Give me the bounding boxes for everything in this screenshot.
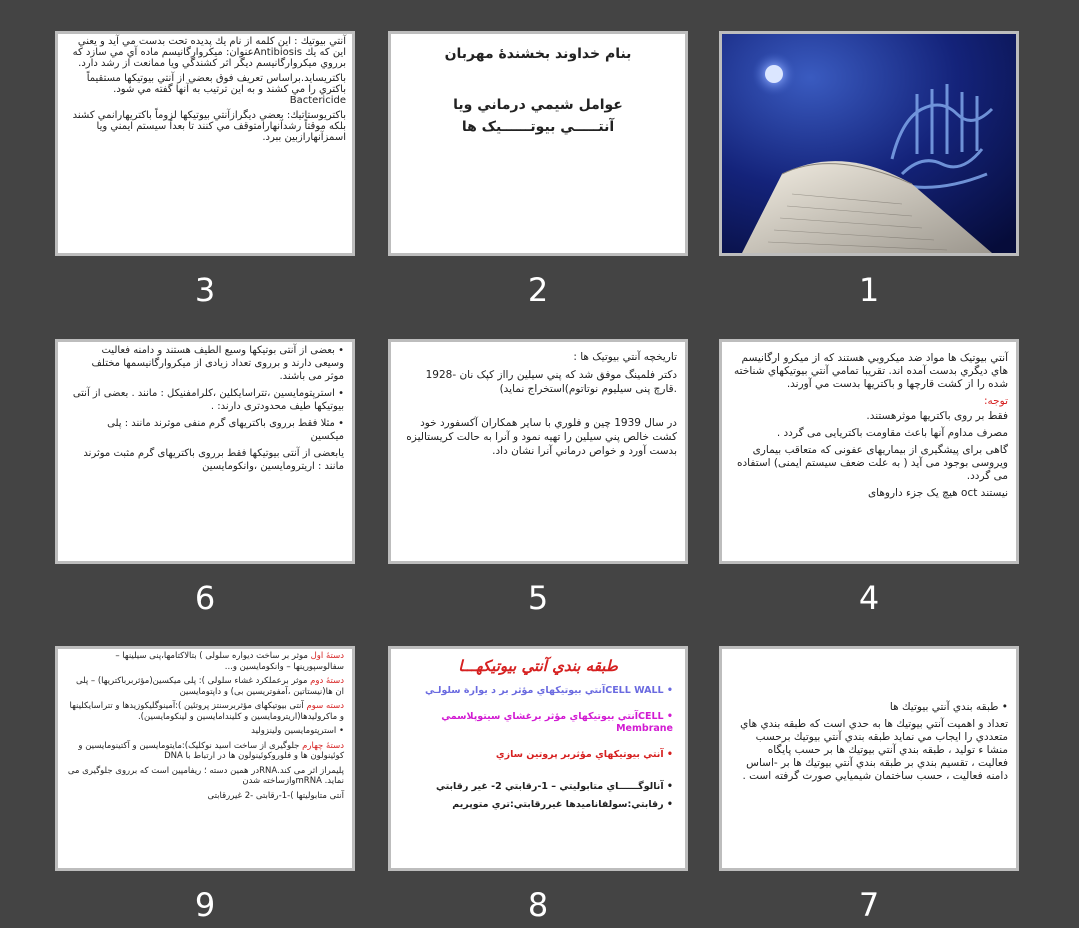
slide-6-bullet: • استرپتومايسين ،تتراسايکلين ،کلرامفنيکل : مانند . بعضی از آنتی بيوتيکها طيف محدودتری دارند: . (72, 387, 344, 413)
slide-9-item-tag: دسته سوم (306, 701, 344, 711)
slide-9-item-text: موثر بر ساخت ديواره سلولی ) بتالاکتامها،پنی سيلينها – سفالوسپورينها – وانکومايسين و... (115, 651, 344, 672)
slide-9-item-text: استرپتومايسين ولينزوليد (251, 726, 337, 736)
slide-thumbnail-9[interactable] (55, 646, 355, 871)
slide-number: 2 (527, 271, 549, 309)
slide-4-content (722, 342, 1016, 500)
slide-9-item-text: پليمراز اثر می کند.RNAدر همين دسته ؛ ريفامپين است که برروی جلوگيری می نمايد. mRNAوازساخته شدن (67, 765, 344, 786)
slide-7-content (722, 649, 1016, 783)
slide-thumbnail-3[interactable] (55, 31, 355, 256)
slide-9-item-text: آنتی بيوتيکهای مؤثربرسنتز پروتئين ):آمينوگليکوزيدها و تتراسايکلينها و ماکروليدها(اريترومايسين و کليندامايسين و لينکومايسين). (69, 701, 344, 722)
slide-6-bullet: • بعضی از آنتی بوتيکها وسيع الطيف هستند و دامنه فعاليت وسيعی دارند و برروی تعداد زيادی از ميکروارگانيسمها مختلف موثر می باشند. (72, 344, 344, 383)
slide-thumbnail-7[interactable] (719, 646, 1019, 871)
slide-5-paragraph: دکتر فلمينگ موفق شد که پني سيلين رااز کپک نان -1928 .قارچ پنی سيليوم نوتاتوم)استخراج نمايد) (425, 369, 677, 395)
slide-8-item: • CELL WALLآنتي بيوتيكهاي مؤثر بر د يوارة سلولـي (403, 685, 673, 697)
slide-2-subtitle (391, 94, 685, 138)
slide-number: 8 (527, 886, 549, 924)
slide-number: 9 (194, 886, 216, 924)
slide-thumbnail-5[interactable] (388, 339, 688, 564)
slide-1-image (722, 34, 1016, 253)
moon-icon (752, 52, 796, 96)
slide-9-item-text: موثر برعملکرد غشاء سلولی ): پلی ميکسين(مؤثربرباکتريها) – پلی ان ها(نيستاتين ،آمفوتريسين بی) و داپتومايسين (75, 676, 344, 697)
slide-2-title: بنام خداوند بخشندهٔ مهربان (444, 46, 632, 62)
slide-9-item (66, 791, 344, 802)
slide-9-item-tag: دستهٔ دوم (310, 676, 344, 686)
slide-number: 7 (858, 886, 880, 924)
slide-thumbnail-2[interactable] (388, 31, 688, 256)
slide-9-item (66, 676, 344, 697)
slide-9-item-tag: دستهٔ اول (310, 651, 344, 661)
slide-number: 1 (858, 271, 880, 309)
slide-9-item (66, 701, 344, 722)
slide-4-paragraph: آنتي بيوتيک ها مواد ضد ميکروبي هستند که از ميکرو ارگانيسم هاي ديگري بدست آمده اند. تقريبا تمامي آنتي بيوتيکهاي شناخته شده را از کشت قارچها و باکتريها بدست مي آورند. (734, 352, 1008, 390)
slide-9-item-text: آنتی متابوليتها )-1-رقابتی -2 غيررقابتی (207, 790, 344, 801)
slide-6-content (58, 342, 352, 473)
slide-3-paragraph: باكتريسايد.براساس تعريف فوق بعضي از آنتي بيوتيكها مستقيماً باكتري را مي كشند و به اين ترتيب به آنها گفته مي شود. Bactericide (86, 73, 346, 106)
slide-7-item: تعداد و اهميت آنتي بيوتيك ها به حدي است كه طبقه بندي هاي متعددي را ايجاب مي نمايد طبقه بندي آنتي بيوتيك برحسب منشا ء توليد ، طبقه بندي آنتي بيوتيك ها بر حسب پايگاه فعاليت ، تقسيم بندي بر طبقه بندي آنتي بيوتيك ها بر -اساس دامنه فعاليت ، حسب ساختمان شيميايي صورت گرفته است . (740, 718, 1008, 782)
slide-8-item: • CELLآنتي بيوتيكهاي مؤثر برغشاي سيتوپلاسمي Membrane (403, 711, 673, 735)
slide-9-item-tag: دستهٔ چهارم (302, 740, 344, 751)
slide-5-content (391, 342, 685, 458)
slide-9-item (66, 651, 344, 672)
slide-8-content (391, 675, 685, 811)
slide-9-item-text: جلوگيری از ساخت اسيد نوکليک):مايتومايسين و آکتينومايسين و کوئينولون ها و فلوروکوئينولون ها در ارتباط با DNA (78, 740, 344, 761)
slide-7-item: • طبقه بندي آنتي بيوتيك ها (736, 701, 1008, 714)
slide-8-item: • رقابتي:سولفاناميدها غيررقابتي:تري متوپريم (403, 799, 673, 811)
slide-thumbnail-4[interactable] (719, 339, 1019, 564)
slide-4-note-label: توجه: (983, 395, 1008, 407)
slide-4-line: مصرف مداوم آنها باعث مقاومت باکتريايی می گردد . (776, 427, 1008, 439)
slide-thumbnail-1[interactable] (719, 31, 1019, 256)
slide-3-content (58, 34, 352, 143)
slide-number: 4 (858, 579, 880, 617)
slide-5-title: تاريخچه آنتي بيوتيک ها : (573, 351, 677, 363)
slide-8-title: طبقه بندي آنتي بيوتيكهـــا (458, 657, 618, 675)
slide-8-item: • آنالوگــــــاي متابوليتي – 1-رقابتي 2- غير رقابتي (403, 781, 673, 793)
slide-3-paragraph: باكتريوستاتيك: بعضي ديگرازآنتي بيوتيكها لزوماً باكتريهارانمي كشند بلكه موقتاً رشدآنهارامتوقف مي كنند تا بعداً سيستم ايمني ويا اسمزآنهارازبين ببرد. (72, 110, 346, 143)
slide-2-subtitle-line: آنتـــــي بيوتــــــيک ها (461, 119, 615, 135)
slide-9-item (66, 726, 344, 737)
slide-6-bullet: يابعضی از آنتی بيوتيکها فقط برروی باکتريهای گرم مثبت موثرند مانند : اريترومايسين ،وانکومايسين (83, 448, 344, 472)
slide-4-line: نيستند oct هيچ يک جزء داروهای (867, 487, 1008, 499)
slide-6-bullet: • مثلا فقط برروی باکتريهای گرم منفی موثرند مانند : پلی ميکسين (72, 417, 344, 443)
slide-thumbnail-8[interactable] (388, 646, 688, 871)
slide-3-paragraph: آنتي بيوتيك : اين كلمه از نام يك پديده تحت بدست مي آيد و يعني اين كه يك Antibiosisعنوان: ميكروارگانيسم ماده آي مي سازد كه برروي ميكروارگانيسم ديگر اثر كشندگي ويا ممانعت از رشد دارد. (72, 36, 346, 69)
slide-number: 5 (527, 579, 549, 617)
slide-number: 6 (194, 579, 216, 617)
slide-4-line: گاهی برای پيشگيری از بيماريهای عفونی که متعاقب بيماری ويروسی بوجود می آيد ( به علت ضعف سيستم ايمنی) استفاده می گردد. (737, 444, 1008, 482)
slide-9-item (66, 741, 344, 762)
slide-9-content (58, 649, 352, 801)
slide-2-subtitle-line: عوامل شيمي درماني ويا (453, 97, 623, 113)
slide-number: 3 (194, 271, 216, 309)
slide-8-item: • آنتي بيوتيكهاي مؤثربر پروتين سازي (403, 749, 673, 761)
slide-5-paragraph: در سال 1939 چين و فلوري با ساير همکاران آکسفورد خود کشت خالص پني سيلين را تهيه نمود و آنرا به حالت کريستاليزه بدست آورد و خواص درماني آنرا نشان داد. (406, 417, 677, 457)
slide-9-item (66, 766, 344, 787)
slide-4-line: فقط بر روی باکتريها موثرهستند. (866, 410, 1008, 422)
slide-thumbnail-6[interactable] (55, 339, 355, 564)
